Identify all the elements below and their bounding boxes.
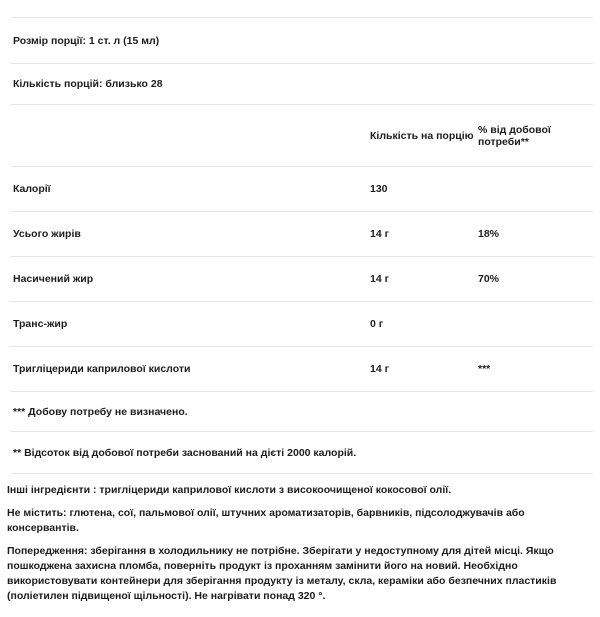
serving-size-row [10, 18, 593, 64]
product-details-section [0, 474, 600, 604]
servings-count-text: Кількість порцій: близько 28 [13, 78, 163, 90]
footnote-dv-basis-row [10, 432, 593, 474]
nutrient-dv: 70% [478, 273, 500, 285]
nutrient-dv: *** [478, 363, 491, 375]
table-row-trans-fat [10, 302, 593, 347]
nutrient-amount: 14 г [370, 273, 389, 285]
nutrient-name: Калорії [13, 183, 51, 195]
nutrient-amount: 14 г [370, 228, 389, 240]
nutrient-name: Насичений жир [13, 273, 94, 285]
table-row-caprylic-triglycerides [10, 347, 593, 392]
table-header-row [10, 105, 593, 167]
table-row-saturated-fat [10, 257, 593, 302]
footnote-dv-undefined-row [10, 392, 593, 432]
servings-count-row [10, 64, 593, 105]
table-row-total-fat [10, 212, 593, 257]
nutrient-name: Усього жирів [13, 228, 81, 240]
does-not-contain-text: Не містить: глютена, сої, пальмової олії, штучних ароматизаторів, барвників, підсолоджувачів або консервантів. [7, 507, 525, 534]
nutrient-amount: 130 [370, 183, 388, 195]
other-ingredients-text: Інші інгредієнти : тригліцериди каприлової кислоти з високоочищеної кокосової олії. [7, 484, 452, 496]
nutrient-amount: 14 г [370, 363, 389, 375]
footnote-dv-basis-text: ** Відсоток від добової потреби заснований на дієті 2000 калорій. [13, 446, 357, 459]
table-row-calories [10, 167, 593, 212]
nutrition-facts-table [10, 17, 593, 474]
nutrient-name: Тригліцериди каприлової кислоти [13, 363, 191, 375]
nutrient-dv: 18% [478, 228, 500, 240]
warning-text: Попередження: зберігання в холодильнику не потрібне. Зберігати у недоступному для дітей місці. Якщо пошкоджена захисна пломба, поверніть продукт із проханням замінити його на новий. Необхідно використовувати контейнери для зберігання продукту із металу, скла, кераміки або безпечних пластиків (поліетилен підвищеної щільності). Не нагрівати понад 320 °. [7, 545, 557, 602]
col-header-daily-value: % від добової потреби** [478, 123, 551, 148]
nutrient-amount: 0 г [370, 318, 384, 330]
col-header-amount: Кількість на порцію [370, 129, 474, 142]
nutrient-name: Транс-жир [13, 318, 68, 330]
footnote-dv-undefined-text: *** Добову потребу не визначено. [13, 405, 188, 418]
serving-size-text: Розмір порції: 1 ст. л (15 мл) [13, 34, 160, 47]
